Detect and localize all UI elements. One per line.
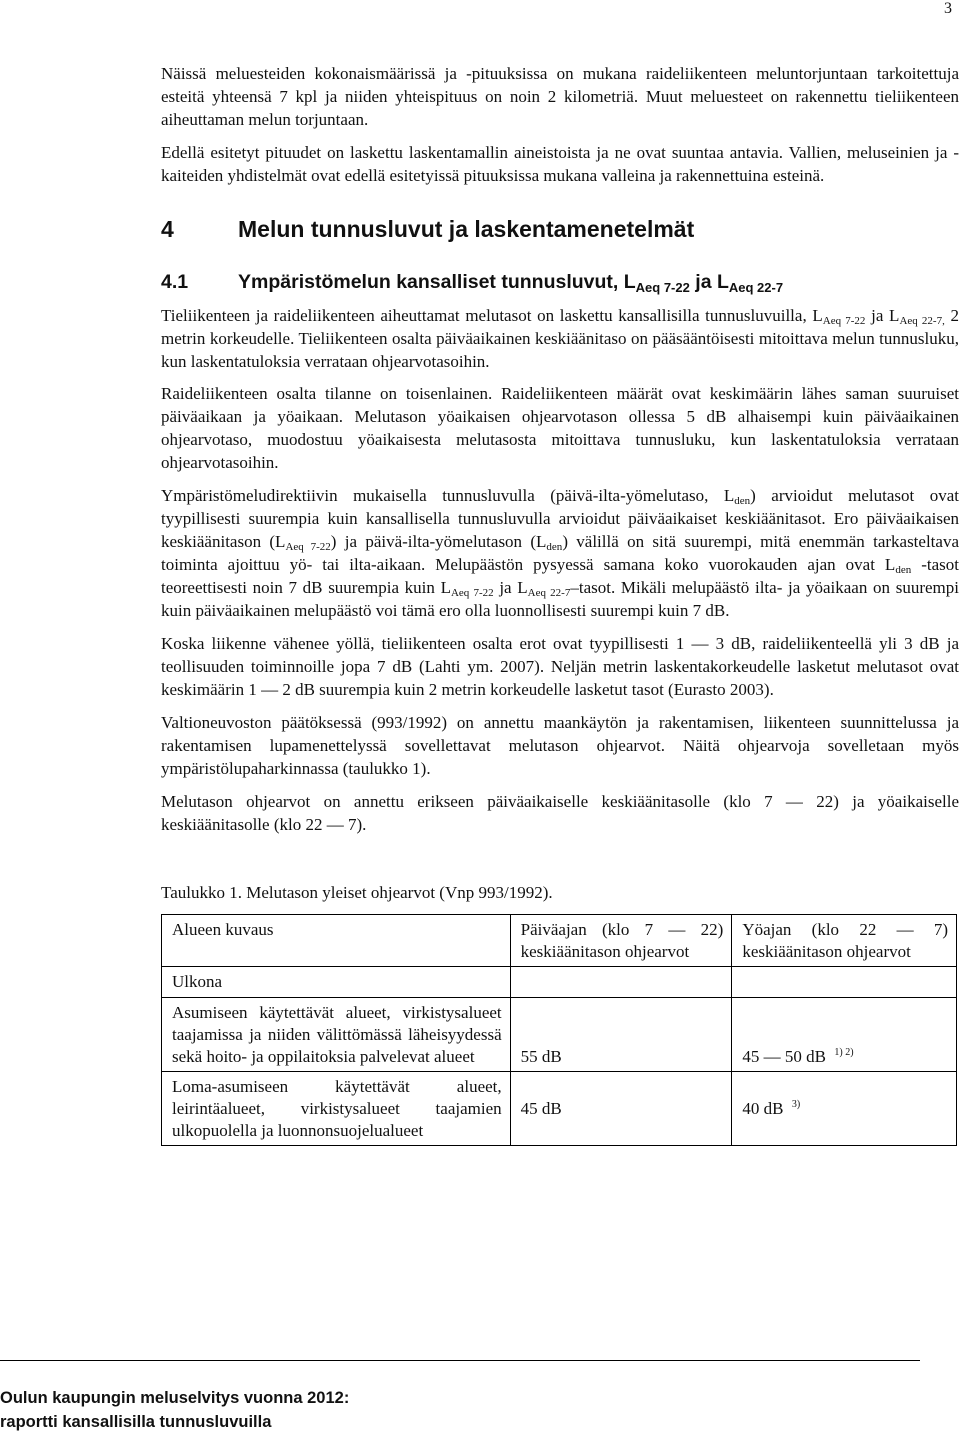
table-cell-night: 45 — 50 dB $^{1) 2)}$ <box>732 998 957 1072</box>
table-row <box>162 1072 957 1146</box>
footer-divider <box>0 1360 920 1361</box>
table-header-row <box>162 915 957 967</box>
subsection-number: 4.1 <box>161 271 189 293</box>
section-number: 4 <box>161 216 174 242</box>
paragraph-noise-directive: Ympäristömeludirektiivin mukaisella tunnusluvulla (päivä-ilta-yömelutaso, $L_{den}$) arvioidut melutasot ovat tyypillisesti suurempia kuin kansallisella tunnusluvulla arvioidut päiväaikaiset keskiäänitasot. Ero päiväaikaisen keskiäänitason $(L_{Aeq 7-22})$ ja päivä-ilta-yömelutason $(L_{den})$ välillä on sitä suurempi, mitä enemmän tarkasteltava toiminta ajoittuu yö- tai ilta-aikaan. Melupäästön pysyessä samana koko vuorokauden ajan ovat $L_{den}$ -tasot teoreettisesti noin 7 dB suurempia kuin $L_{Aeq 7-22}$ ja $L_{Aeq 22-7}$–tasot. Mikäli melupäästö ilta- ja yöaikaan on suurempi kuin päiväaikainen melupäästö voi tämä ero olla luonnollisesti suurempi kuin 7 dB. <box>161 486 959 620</box>
footer-line-2: raportti kansallisilla tunnusluvuilla <box>0 1413 272 1431</box>
subsection-text: Ympäristömelun kansalliset tunnusluvut, L <box>238 271 636 293</box>
table-cell-description: Asumiseen käytettävät alueet, virkistysalueet taajamissa ja niiden välittömässä läheisyydessä sekä hoito- ja oppilaitoksia palvelevat alueet <box>162 998 511 1072</box>
table-header-cell: Yöajan (klo 22 — 7) keskiäänitason ohjearvot <box>732 915 957 967</box>
table-header-cell: Päiväajan (klo 7 — 22) keskiäänitason ohjearvot <box>510 915 732 967</box>
page-content <box>161 62 959 1146</box>
table-cell-day: 45 dB <box>510 1072 732 1146</box>
footer-line-1: Oulun kaupungin meluselvitys vuonna 2012: <box>0 1389 350 1407</box>
table-cell-description: Ulkona <box>162 967 511 998</box>
table-row <box>162 998 957 1072</box>
paragraph-rail-traffic: Raideliikenteen osalta tilanne on toisenlainen. Raideliikenteen määrät ovat keskimäärin lähes saman suuruiset päiväaikaan ja yöaikaan. Melutason yöaikaisen ohjearvotason ollessa 5 dB alhaisempi kuin päiväaikainen ohjearvotaso, muodostuu yöaikaisesta melutasosta mitoittava tunnusluku, kun laskentatuloksia verrataan ohjearvotasoihin. <box>161 384 959 472</box>
paragraph-night-reduction: Koska liikenne vähenee yöllä, tieliikenteen osalta erot ovat tyypillisesti 1 — 3 dB, raideliikenteellä yli 3 dB ja teollisuuden toiminnoille jopa 7 dB (Lahti ym. 2007). Neljän metrin laskentakorkeudelle lasketut melutasot ovat keskimäärin 1 — 2 dB suurempia kuin 2 metrin korkeudelle lasketut tasot (Eurasto 2003). <box>161 634 959 699</box>
paragraph-national-indicators: Tieliikenteen ja raideliikenteen aiheuttamat melutasot on laskettu kansallisilla tunnusluvuilla, $L_{Aeq 7-22}$ ja $L_{Aeq 22-7,}$ 2 metrin korkeudelle. Tieliikenteen osalta päiväaikainen keskiäänitaso on pääsääntöisesti mitoittava melun tunnusluku, kun laskentatuloksia verrataan ohjearvotasoihin. <box>161 306 960 371</box>
paragraph-noise-barriers: Näissä meluesteiden kokonaismäärissä ja -pituuksissa on mukana raideliikenteen meluntorjuntaan tarkoitettuja esteitä yhteensä 7 kpl ja niiden yhteispituus on noin 2 kilometriä. Muut meluesteet on rakennettu tieliikenteen aiheuttaman melun torjuntaan. <box>161 64 959 129</box>
table-row <box>162 967 957 998</box>
table-cell-day: 55 dB <box>510 998 732 1072</box>
footnote-marker: 3) <box>791 1099 801 1110</box>
table-caption: Taulukko 1. Melutason yleiset ohjearvot (Vnp 993/1992). <box>161 883 553 902</box>
table-cell-night <box>732 967 957 998</box>
table-cell-night: 40 dB $^{3)}$ <box>732 1072 957 1146</box>
guideline-table <box>161 914 957 1146</box>
table-header-cell: Alueen kuvaus <box>162 915 511 967</box>
table-cell-description: Loma-asumiseen käytettävät alueet, leirintäalueet, virkistysalueet taajamien ulkopuolella ja luonnonsuojelualueet <box>162 1072 511 1146</box>
page-number: 3 <box>944 0 952 17</box>
section-title: Melun tunnusluvut ja laskentamenetelmät <box>238 216 695 242</box>
section-heading-4 <box>161 215 959 243</box>
page-footer <box>0 1386 349 1434</box>
paragraph-government-decision: Valtioneuvoston päätöksessä (993/1992) on annettu maankäytön ja rakentamisen, liikenteen suunnittelussa ja rakentamisen lupamenettelyssä sovellettavat melutason ohjearvot. Näitä ohjearvoja sovelletaan myös ympäristölupaharkinnassa (taulukko 1). <box>161 713 959 778</box>
subsection-heading-4-1: 4.1 Ympäristömelun kansalliset tunnusluvut, $L_{Aeq 7-22}$ ja $L_{Aeq 22-7}$ <box>161 271 784 295</box>
table-cell-day <box>510 967 732 998</box>
paragraph-lengths: Edellä esitetyt pituudet on laskettu laskentamallin aineistoista ja ne ovat suuntaa antavia. Vallien, meluseinien ja -kaiteiden yhdistelmät ovat edellä esitetyissä pituuksissa mukana valleina ja rakennettuina esteinä. <box>161 143 959 185</box>
footnote-marker: 1) 2) <box>834 1047 854 1058</box>
paragraph-guideline-values: Melutason ohjearvot on annettu erikseen päiväaikaiselle keskiäänitasolle (klo 7 — 22) ja yöaikaiselle keskiäänitasolle (klo 22 — 7). <box>161 792 959 834</box>
